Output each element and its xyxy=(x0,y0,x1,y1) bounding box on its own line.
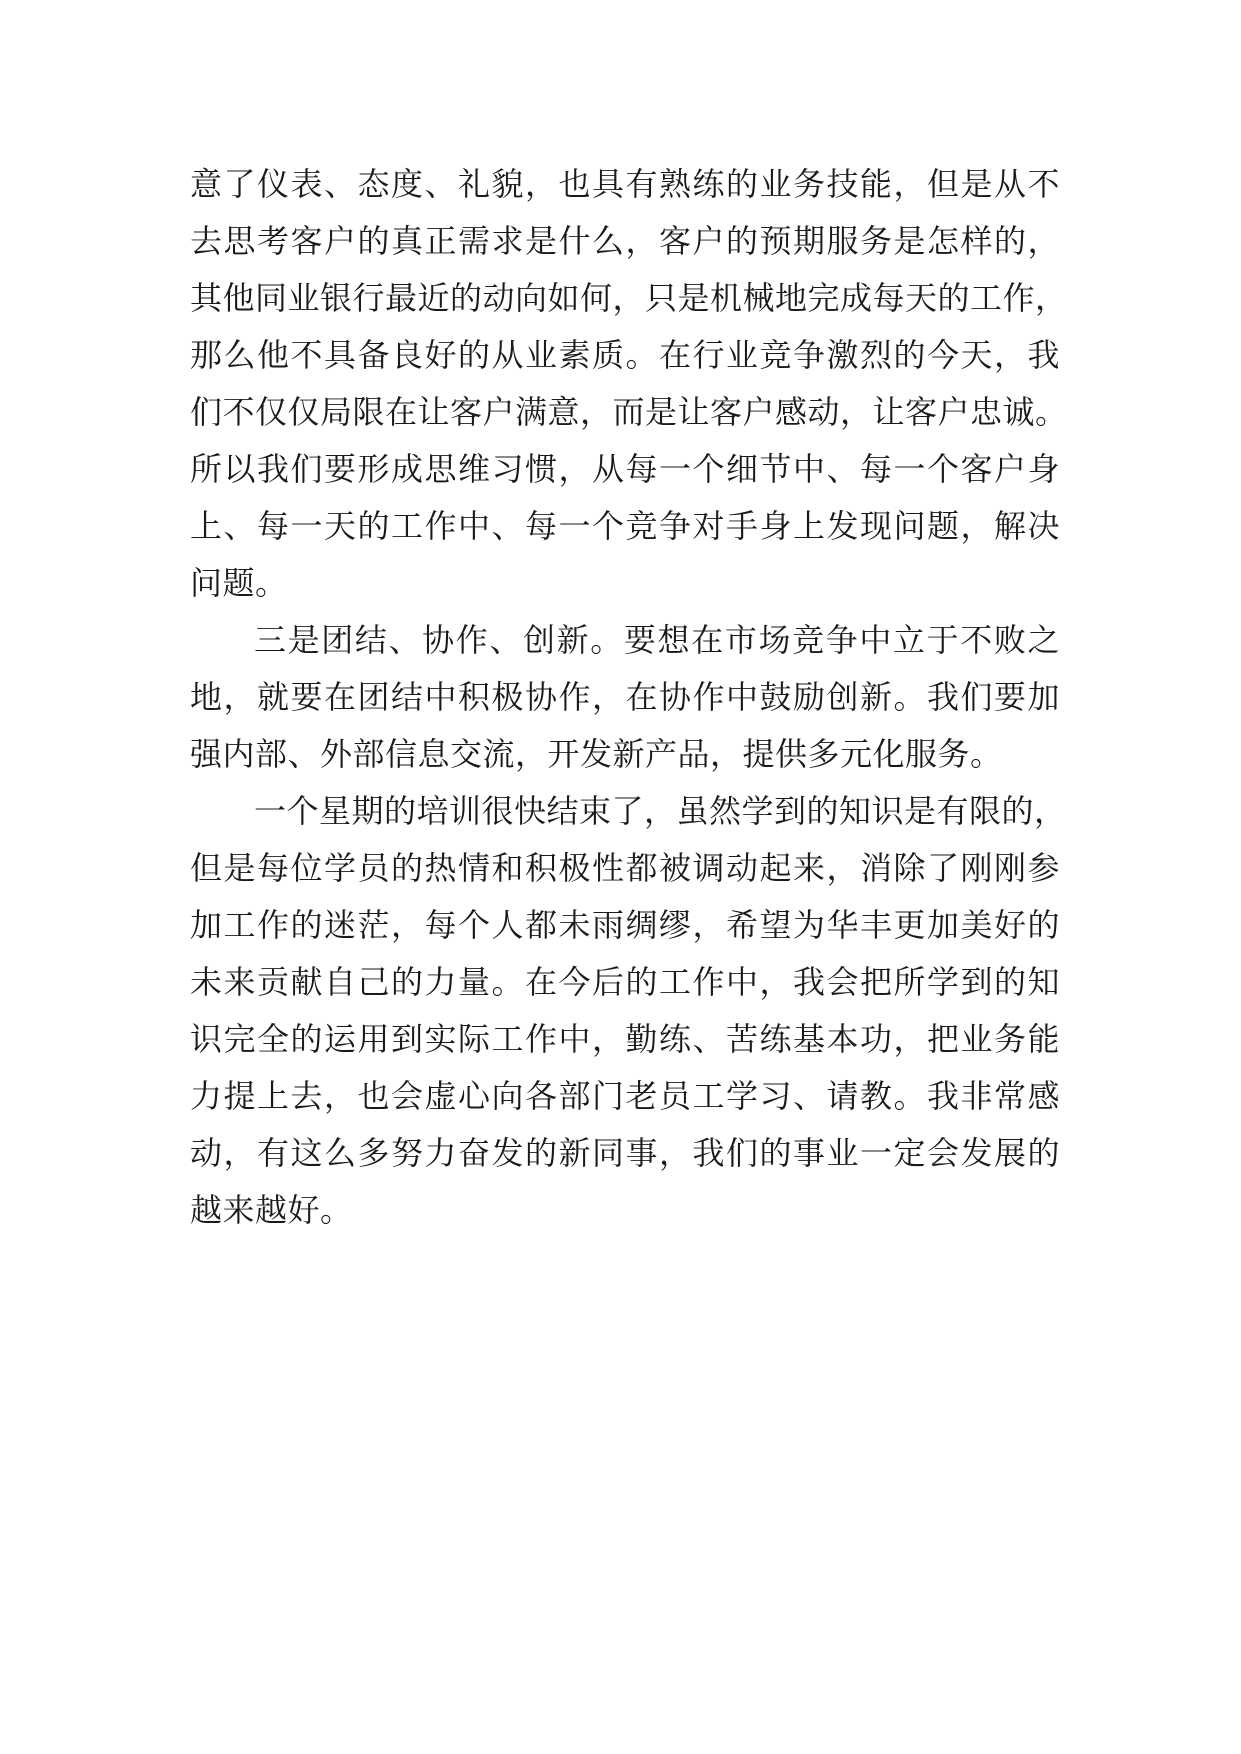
text-line: 加工作的迷茫，每个人都未雨绸缪，希望为华丰更加美好的 xyxy=(190,906,1060,944)
text-line: 地，就要在团结中积极协作，在协作中鼓励创新。我们要加 xyxy=(190,678,1060,716)
text-line: 未来贡献自己的力量。在今后的工作中，我会把所学到的知 xyxy=(190,963,1060,1001)
document-body xyxy=(190,156,1068,1239)
text-line: 但是每位学员的热情和积极性都被调动起来，消除了刚刚参 xyxy=(190,849,1060,887)
paragraph-continued xyxy=(190,156,1068,612)
text-line: 识完全的运用到实际工作中，勤练、苦练基本功，把业务能 xyxy=(190,1020,1060,1058)
text-line: 越来越好。 xyxy=(190,1191,353,1229)
text-line: 意了仪表、态度、礼貌，也具有熟练的业务技能，但是从不 xyxy=(190,165,1060,203)
text-line: 所以我们要形成思维习惯，从每一个细节中、每一个客户身 xyxy=(190,450,1060,488)
paragraph-teamwork xyxy=(190,612,1060,783)
text-line: 问题。 xyxy=(190,564,288,602)
text-line: 强内部、外部信息交流，开发新产品，提供多元化服务。 xyxy=(190,735,1003,773)
text-line: 其他同业银行最近的动向如何，只是机械地完成每天的工作， xyxy=(190,279,1068,317)
text-line: 力提上去，也会虚心向各部门老员工学习、请教。我非常感 xyxy=(190,1077,1060,1115)
paragraph-conclusion xyxy=(190,783,1067,1239)
text-line: 那么他不具备良好的从业素质。在行业竞争激烈的今天，我 xyxy=(190,336,1060,374)
text-line: 一个星期的培训很快结束了，虽然学到的知识是有限的， xyxy=(254,792,1067,830)
text-line: 们不仅仅局限在让客户满意，而是让客户感动，让客户忠诚。 xyxy=(190,393,1068,431)
text-line: 三是团结、协作、创新。要想在市场竞争中立于不败之 xyxy=(254,621,1060,659)
text-line: 上、每一天的工作中、每一个竞争对手身上发现问题，解决 xyxy=(190,507,1060,545)
text-line: 动，有这么多努力奋发的新同事，我们的事业一定会发展的 xyxy=(190,1134,1060,1172)
text-line: 去思考客户的真正需求是什么，客户的预期服务是怎样的， xyxy=(190,222,1060,260)
